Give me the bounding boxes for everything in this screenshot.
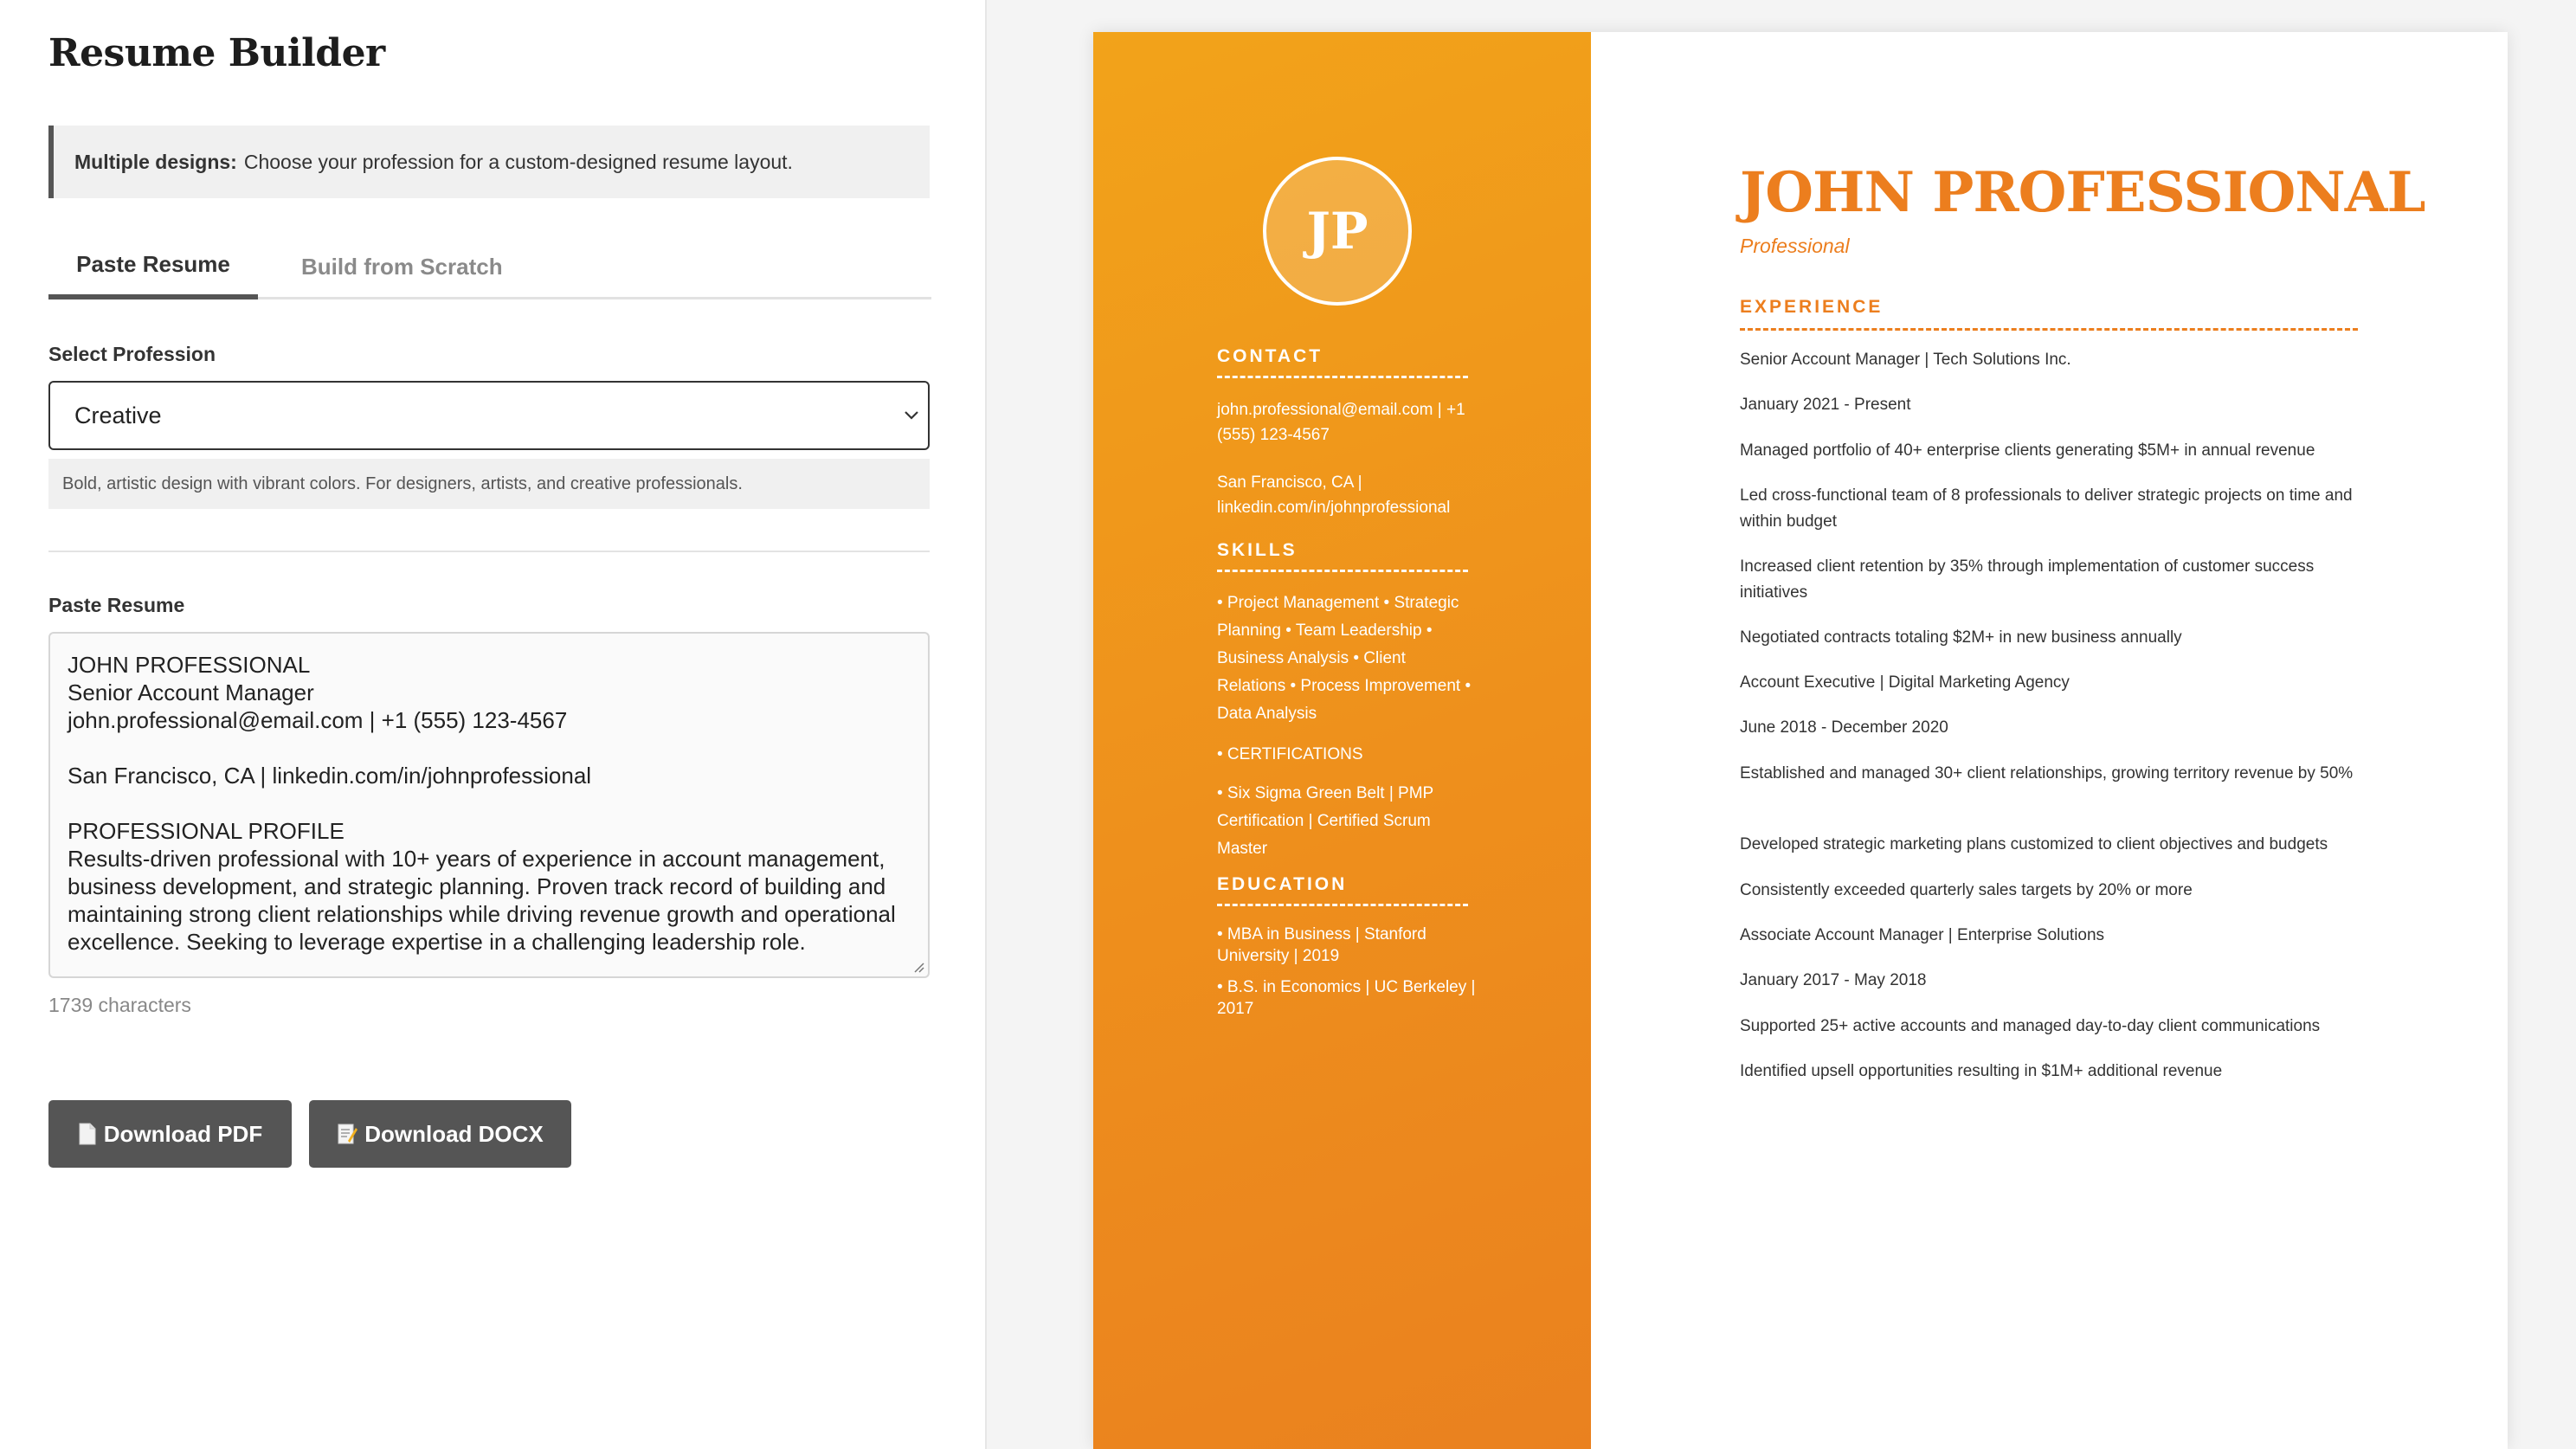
notice-text: Choose your profession for a custom-designed resume layout. <box>243 150 793 173</box>
tab-build-from-scratch[interactable]: Build from Scratch <box>301 253 503 280</box>
education-item: • MBA in Business | Stanford University | 2019 <box>1217 925 1426 965</box>
editor-panel <box>0 0 987 1449</box>
experience-item: Supported 25+ active accounts and managed day-to-day client communications <box>1740 1017 2321 1035</box>
contact-heading: CONTACT <box>1217 346 1468 378</box>
download-pdf-label: Download PDF <box>103 1120 263 1147</box>
textarea-line: JOHN PROFESSIONAL <box>68 652 311 678</box>
resize-grip-icon[interactable] <box>911 959 924 973</box>
download-docx-button[interactable] <box>309 1100 571 1168</box>
textarea-line <box>68 789 911 817</box>
section-divider <box>48 551 930 552</box>
experience-item: Managed portfolio of 40+ enterprise clients generating $5M+ in annual revenue <box>1740 441 2315 460</box>
memo-icon <box>337 1123 357 1145</box>
textarea-line: San Francisco, CA | linkedin.com/in/johnprofessional <box>68 763 592 789</box>
experience-item: Identified upsell opportunities resulting in $1M+ additional revenue <box>1740 1062 2223 1080</box>
tab-paste-resume[interactable]: Paste Resume <box>48 234 258 299</box>
experience-item: Consistently exceeded quarterly sales targets by 20% or more <box>1740 881 2193 899</box>
document-icon <box>78 1123 97 1145</box>
textarea-line: Senior Account Manager <box>68 679 314 705</box>
education-heading: EDUCATION <box>1217 874 1468 906</box>
experience-item: Established and managed 30+ client relationships, growing territory revenue by 50% <box>1740 764 2354 782</box>
textarea-line: john.professional@email.com | +1 (555) 123-4567 <box>68 707 568 733</box>
education-item: • B.S. in Economics | UC Berkeley | 2017 <box>1217 978 1476 1018</box>
notice-bold-label: Multiple designs: <box>74 150 237 173</box>
character-count: 1739 characters <box>48 994 191 1016</box>
experience-item: Increased client retention by 35% through implementation of customer success initiatives <box>1740 557 2315 602</box>
experience-item: Negotiated contracts totaling $2M+ in new business annually <box>1740 628 2182 647</box>
profession-selected-value: Creative <box>74 402 162 428</box>
input-mode-tabs <box>48 234 931 299</box>
resume-text-input[interactable] <box>48 632 930 978</box>
download-docx-label: Download DOCX <box>364 1120 544 1147</box>
certifications-list: • Six Sigma Green Belt | PMP Certification | Certified Scrum Master <box>1217 784 1433 858</box>
experience-item: June 2018 - December 2020 <box>1740 718 1948 737</box>
resume-sidebar <box>1093 32 1591 1449</box>
resume-preview-page <box>1093 32 2508 1449</box>
chevron-down-icon <box>902 405 921 424</box>
experience-item: January 2017 - May 2018 <box>1740 971 1927 989</box>
initials-avatar: JP <box>1263 157 1412 306</box>
textarea-line <box>68 734 911 762</box>
experience-item: January 2021 - Present <box>1740 396 1911 414</box>
skills-list: • Project Management • Strategic Planning • Team Leadership • Business Analysis • Client Relations • Process Improvement • Data Analysis <box>1217 594 1472 723</box>
profession-description: Bold, artistic design with vibrant colors. For designers, artists, and creative professionals. <box>48 459 930 509</box>
certifications-heading: • CERTIFICATIONS <box>1217 745 1363 763</box>
contact-location-linkedin: San Francisco, CA | linkedin.com/in/johnprofessional <box>1217 473 1451 517</box>
paste-resume-label: Paste Resume <box>48 594 185 616</box>
experience-heading: EXPERIENCE <box>1740 297 2358 331</box>
download-pdf-button[interactable] <box>48 1100 292 1168</box>
textarea-profile-paragraph: Results-driven professional with 10+ years of experience in account management, business development, and strategic planning. Proven track record of building and maintaining strong client relationships while driving revenue growth and operational excellence. Seeking to leverage expertise in a challenging leadership role. <box>68 846 896 955</box>
app-title: Resume Builder <box>48 31 385 75</box>
contact-email-phone: john.professional@email.com | +1 (555) 123-4567 <box>1217 401 1465 444</box>
skills-heading: SKILLS <box>1217 540 1468 572</box>
experience-item: Led cross-functional team of 8 professionals to deliver strategic projects on time and within budget <box>1740 486 2353 531</box>
profession-label: Select Profession <box>48 343 216 365</box>
experience-item: Associate Account Manager | Enterprise Solutions <box>1740 926 2105 944</box>
resume-role: Professional <box>1740 235 1850 257</box>
resume-name: JOHN PROFESSIONAL <box>1740 160 2425 225</box>
profession-select[interactable] <box>48 381 930 450</box>
experience-item: Account Executive | Digital Marketing Agency <box>1740 673 2070 692</box>
experience-item: Developed strategic marketing plans customized to client objectives and budgets <box>1740 835 2328 853</box>
multiple-designs-notice <box>48 126 930 198</box>
textarea-line: PROFESSIONAL PROFILE <box>68 818 345 844</box>
experience-item: Senior Account Manager | Tech Solutions Inc. <box>1740 351 2071 369</box>
